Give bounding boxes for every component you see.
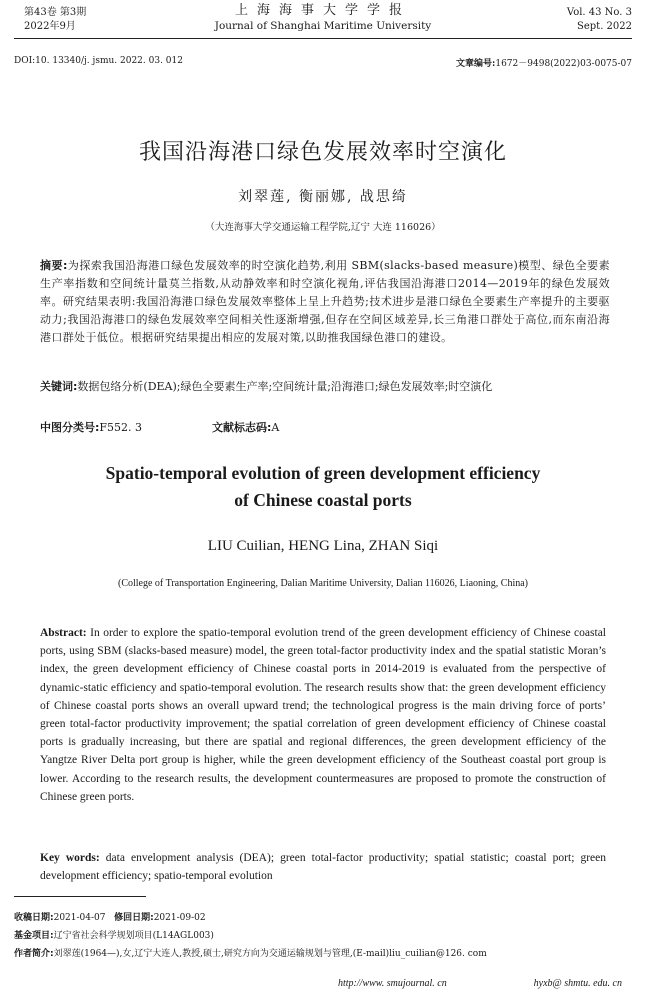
abstract-cn-text: 为探索我国沿海港口绿色发展效率的时空演化趋势,利用 SBM(slacks-based measure)模型、绿色全要素生产率指数和空间统计量莫兰指数,从动静效率和时空演化视角,评估我国沿海港口2014—2019年的绿色发展效率。研究结果表明:我国沿海港口绿色发展效率整体上呈上升趋势;技术进步是港口绿色全要素生产率提升的主要驱动力;我国沿海港口的绿色发展效率空间相关性逐渐增强,但存在空间区域差异,长三角港口群处于高位,而东南沿海港口群处于低位。根据研究结果提出相应的发展对策,以助推我国绿色港口的建设。 [40,259,610,344]
article-number-value: 1672－9498(2022)03-0075-07 [495,59,632,69]
received-date: 2021-04-07 [53,913,106,923]
title-en-line2: of Chinese coastal ports [234,490,412,510]
date-en: Sept. 2022 [577,21,632,32]
clc-label: 中图分类号: [40,421,100,434]
document-code-label: 文献标志码: [212,421,272,434]
volume-issue-cn: 第43卷 第3期 [24,7,87,18]
title-cn: 我国沿海港口绿色发展效率时空演化 [138,140,507,165]
abstract-cn [40,257,610,347]
keywords-cn [40,378,610,396]
footnote-rule [14,896,146,897]
fund-value: 辽宁省社会科学规划项目(L14AGL003) [53,931,214,941]
document-code [212,419,279,435]
abstract-cn-label: 摘要: [40,259,68,272]
received-label: 收稿日期: [14,913,54,923]
title-en-line1: Spatio-temporal evolution of green development efficiency [105,463,541,483]
title-en [0,460,646,514]
date-cn: 2022年9月 [24,21,76,32]
author-bio-label: 作者简介: [14,949,54,959]
abstract-en-text: In order to explore the spatio-temporal evolution trend of the green development efficiency of Chinese coastal ports, using SBM (slacks-based measure) model, the green total-factor productivity index and the spatial statistic Moran’s index, the green development efficiency of Chinese coastal ports in 2014-2019 is evaluated from the perspective of dynamic-static efficiency and spatio-temporal evolution. The research results show that: the green development efficiency of Chinese coastal ports shows an overall upward trend; the technological progress is the main driving force of ports’ green total-factor productivity improvement; the spatial correlation of green development efficiency of Chinese coastal ports is gradually increasing, but there are spatial and regional differences, the green development efficiency of the Yangtze River Delta port group is higher, while the green development efficiency of the Southeast coastal port group is lower. According to the research results, the development countermeasures are proposed to promote the construction of Chinese green ports. [40,627,606,803]
affiliation-cn: （大连海事大学交通运输工程学院,辽宁 大连 116026） [205,222,441,233]
clc-value: F552. 3 [99,421,143,434]
footnote-author [14,946,487,959]
header-issue-en [567,6,632,34]
revised-label: 修回日期: [114,913,154,923]
journal-email[interactable]: hyxb@ shmtu. edu. cn [533,978,622,989]
article-number-label: 文章编号: [456,59,496,69]
authors-en: LIU Cuilian, HENG Lina, ZHAN Siqi [207,538,439,554]
journal-name-cn: 上海海事大学学报 [234,3,411,18]
keywords-en [40,849,606,885]
keywords-cn-text: 数据包络分析(DEA);绿色全要素生产率;空间统计量;沿海港口;绿色发展效率;时空演化 [77,380,493,393]
doi: DOI:10. 13340/j. jsmu. 2022. 03. 012 [14,56,183,66]
affiliation-en: (College of Transportation Engineering, Dalian Maritime University, Dalian 116026, Liaoning, China) [117,578,528,589]
journal-url[interactable]: http://www. smujournal. cn [338,978,447,989]
author-bio-value: 刘翠莲(1964—),女,辽宁大连人,教授,硕士,研究方向为交通运输规划与管理,(E-mail)liu_cuilian@126. com [53,949,487,959]
abstract-en [40,624,606,806]
keywords-en-label: Key words: [40,852,100,864]
volume-issue-en: Vol. 43 No. 3 [566,7,632,18]
fund-label: 基金项目: [14,931,54,941]
keywords-en-text: data envelopment analysis (DEA); green total-factor productivity; spatial statistic; coastal port; green development efficiency; spatio-temporal evolution [40,852,606,883]
footnote-fund [14,928,214,941]
clc-number [40,419,142,435]
article-number [456,56,632,69]
authors-cn: 刘翠莲, 衡丽娜, 战思绮 [238,189,408,205]
abstract-en-label: Abstract: [40,627,87,639]
document-code-value: A [271,421,280,434]
footnote-dates [14,910,206,923]
revised-date: 2021-09-02 [153,913,206,923]
keywords-cn-label: 关键词: [40,380,78,393]
journal-name-en: Journal of Shanghai Maritime University [214,20,432,32]
header-rule [14,38,632,39]
journal-masthead [0,3,646,33]
